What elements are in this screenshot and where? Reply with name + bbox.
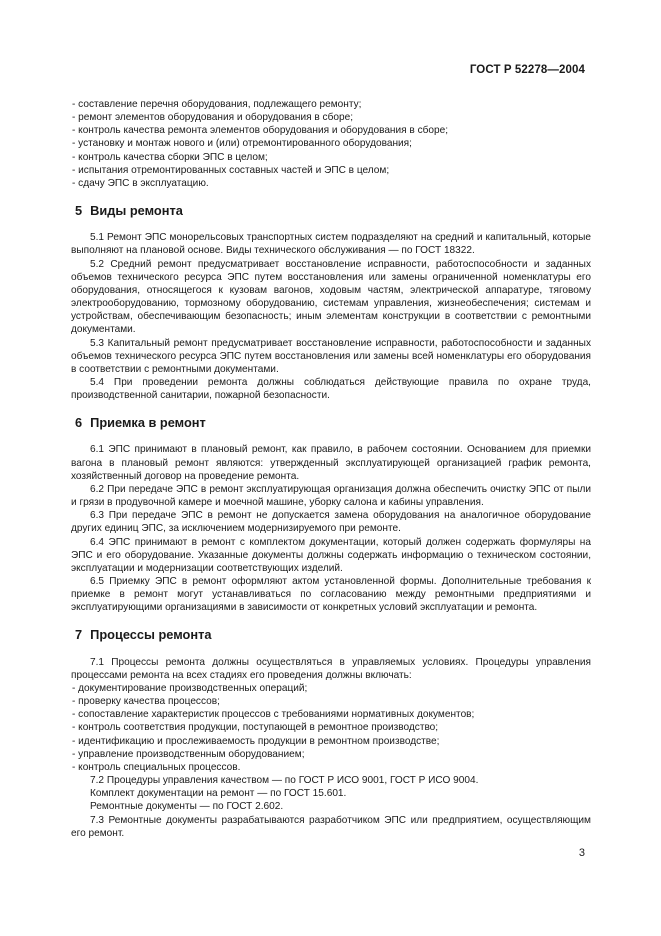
- paragraph-5-4: 5.4 При проведении ремонта должны соблюдаться действующие правила по охране труда, производственной санитарии, пожарной безопасности.: [71, 376, 591, 402]
- paragraph-7-1: 7.1 Процессы ремонта должны осуществляться в управляемых условиях. Процедуры управления процессами ремонта на всех стадиях его проведения должны включать:: [71, 656, 591, 681]
- list-item: - контроль качества сборки ЭПС в целом;: [72, 151, 268, 163]
- paragraph-7-2-repair-docs: Ремонтные документы — по ГОСТ 2.602.: [90, 801, 284, 813]
- intro-list: [71, 98, 591, 190]
- paragraph-7-2: 7.2 Процедуры управления качеством — по ГОСТ Р ИСО 9001, ГОСТ Р ИСО 9004.: [90, 775, 479, 787]
- section-5-heading: [75, 204, 591, 217]
- paragraph-5-2: 5.2 Средний ремонт предусматривает восстановление исправности, работоспособности и заданных объемов технического ресурса ЭПС путем восстановления или замены ограниченной номенклатуры его оборудования, относящегося к кузовам вагонов, ходовым частям, электрической аппаратуре, тяговому электрооборудованию, тормозному оборудованию, системам управления, жизнеобеспечения; системам и устройствам, обеспечивающим безопасность; иным элементам конструкции в соответствии с ремонтными документами.: [71, 258, 591, 336]
- section-number: 5: [75, 203, 83, 219]
- list-item: - контроль качества ремонта элементов оборудования и оборудования в сборе;: [72, 125, 449, 137]
- paragraph-6-2: 6.2 При передаче ЭПС в ремонт эксплуатирующая организация должна обеспечить очистку ЭПС от пыли и грязи в продувочной камере и моечной машине, уборку салона и кабины управления.: [71, 483, 591, 509]
- standard-code: ГОСТ Р 52278—2004: [469, 64, 585, 76]
- section-6-heading: [75, 416, 591, 429]
- list-item: - сопоставление характеристик процессов с требованиями нормативных документов;: [72, 709, 475, 721]
- paragraph-7-3: 7.3 Ремонтные документы разрабатываются разработчиком ЭПС или предприятием, осуществляющим его ремонт.: [71, 814, 591, 839]
- list-item: - проверку качества процессов;: [72, 696, 220, 708]
- section-title: Виды ремонта: [90, 203, 183, 219]
- section-title: Процессы ремонта: [90, 627, 212, 643]
- paragraph-6-3: 6.3 При передаче ЭПС в ремонт не допускается замена оборудования на аналогичное оборудование других единиц ЭПС, за исключением модернизируемого при ремонте.: [71, 510, 591, 535]
- document-body: [71, 98, 591, 840]
- section-7-list: [71, 682, 591, 774]
- paragraph-5-1: 5.1 Ремонт ЭПС монорельсовых транспортных систем подразделяют на средний и капитальный, которые выполняют на плановой основе. Виды технического обслуживания — по ГОСТ 18322.: [71, 232, 591, 257]
- page-number: 3: [578, 847, 585, 859]
- paragraph-6-4: 6.4 ЭПС принимают в ремонт с комплектом документации, который должен содержать формуляры на ЭПС и его оборудование. Указанные документы должны содержать информацию о техническом состоянии, эксплуатации и модернизации соответствующих изделий.: [71, 536, 591, 574]
- paragraph-6-5: 6.5 Приемку ЭПС в ремонт оформляют актом установленной формы. Дополнительные требования к приемке в ремонт могут устанавливаться по согласованию между ремонтными предприятиями и эксплуатирующими организациями в зависимости от конкретных условий эксплуатации и ремонта.: [71, 576, 591, 614]
- list-item: - документирование производственных операций;: [72, 682, 308, 694]
- list-item: - идентификацию и прослеживаемость продукции в ремонтном производстве;: [72, 735, 440, 747]
- paragraph-5-3: 5.3 Капитальный ремонт предусматривает восстановление исправности, работоспособности и заданных объемов технического ресурса ЭПС путем восстановления или замены всей номенклатуры его оборудования в соответствии с ремонтными документами.: [71, 337, 591, 375]
- list-item: - составление перечня оборудования, подлежащего ремонту;: [72, 99, 362, 110]
- paragraph-7-2-documents: Комплект документации на ремонт — по ГОСТ 15.601.: [90, 788, 347, 800]
- list-item: - контроль соответствия продукции, поступающей в ремонтное производство;: [72, 722, 439, 734]
- list-item: - управление производственным оборудованием;: [72, 748, 305, 760]
- list-item: - испытания отремонтированных составных частей и ЭПС в целом;: [72, 164, 390, 176]
- section-number: 6: [75, 415, 83, 431]
- list-item: - сдачу ЭПС в эксплуатацию.: [72, 177, 209, 189]
- paragraph-6-1: 6.1 ЭПС принимают в плановый ремонт, как правило, в рабочем состоянии. Основанием для приемки вагона в плановый ремонт являются: утвержденный эксплуатирующей организацией график ремонта, хозяйственный договор на проведение ремонта.: [71, 444, 591, 482]
- section-7-heading: [75, 628, 591, 641]
- list-item: - установку и монтаж нового и (или) отремонтированного оборудования;: [72, 138, 412, 150]
- list-item: - контроль специальных процессов.: [72, 761, 241, 773]
- section-title: Приемка в ремонт: [90, 415, 206, 431]
- list-item: - ремонт элементов оборудования и оборудования в сборе;: [72, 112, 354, 124]
- section-number: 7: [75, 627, 83, 643]
